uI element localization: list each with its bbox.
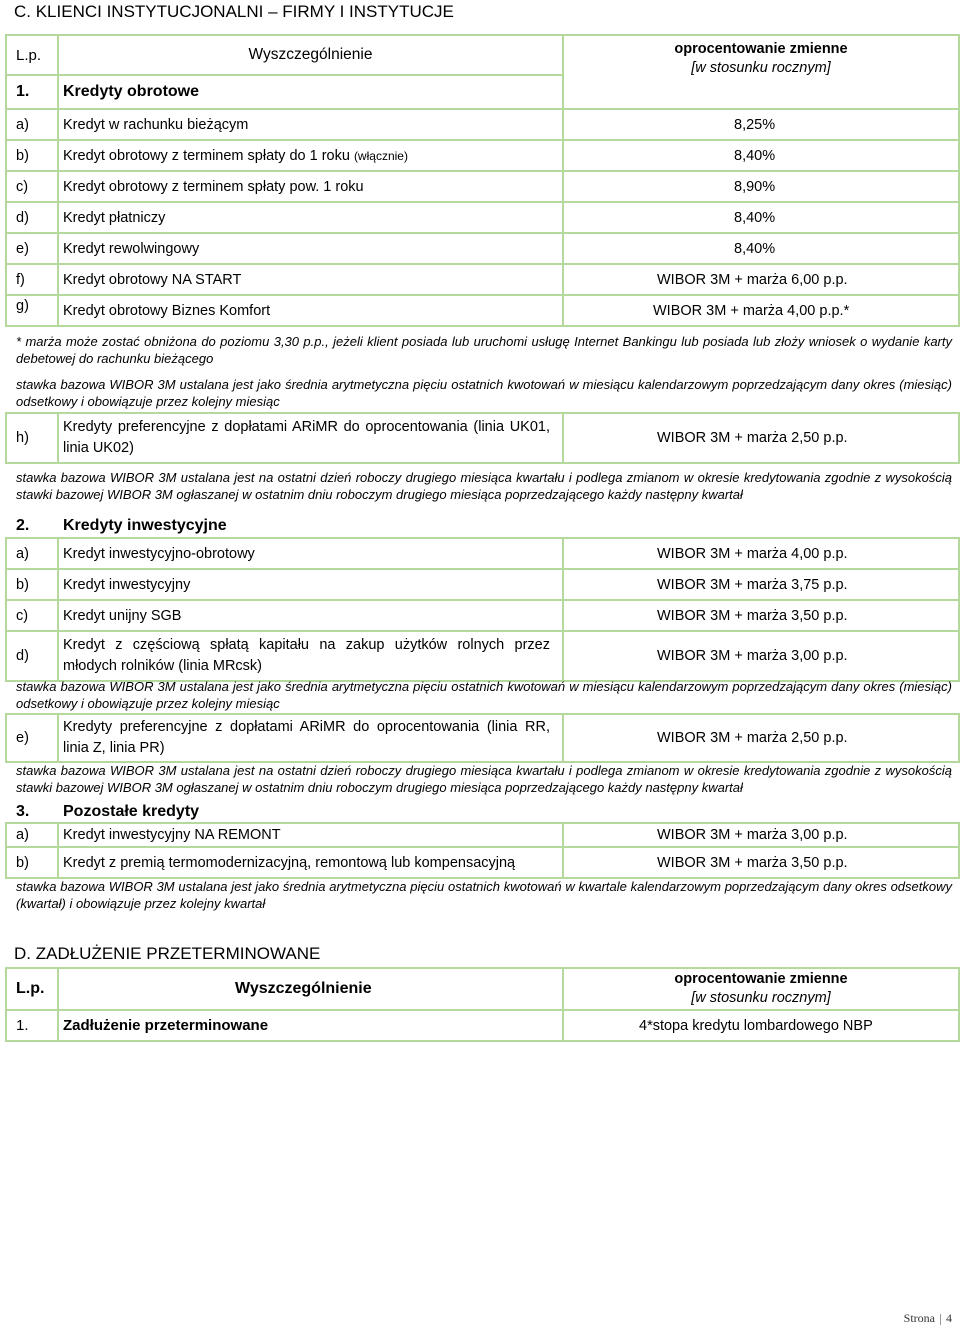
row-rate: 8,25% [563, 109, 959, 140]
row-rate: 8,40% [563, 202, 959, 233]
row-lp: 1. [6, 1010, 58, 1041]
note-wibor-monthly-2: stawka bazowa WIBOR 3M ustalana jest jako średnia arytmetyczna pięciu ostatnich kwotowań w miesiącu kalendarzowym poprzedzającym dany okres (miesiąc) odsetkowy i obowiązuje przez kolejny miesiąc [16, 679, 952, 711]
row-lp: b) [6, 569, 58, 600]
row-lp: g) [6, 295, 58, 326]
header-lp: L.p. [6, 968, 58, 1010]
row-description: Kredyty preferencyjne z dopłatami ARiMR do oprocentowania (linia UK01, linia UK02) [58, 413, 563, 463]
row-rate: 4*stopa kredytu lombardowego NBP [563, 1010, 959, 1041]
note-margin: * marża może zostać obniżona do poziomu 3,30 p.p., jeżeli klient posiada lub uruchomi usługę Internet Bankingu lub posiada lub złoży wniosek o wydanie karty debetowej do rachunku bieżącego [16, 334, 952, 366]
row-rate: WIBOR 3M + marża 2,50 p.p. [563, 714, 959, 762]
header-rate-line2: [w stosunku rocznym] [691, 990, 831, 1006]
row-rate: 8,40% [563, 233, 959, 264]
group-title: Kredyty obrotowe [58, 75, 563, 109]
header-rate-line1: oprocentowanie zmienne [674, 41, 848, 57]
table-row [6, 233, 959, 264]
group-row-3 [6, 800, 959, 823]
row-description: Kredyt w rachunku bieżącym [58, 109, 563, 140]
section-c-title: C. KLIENCI INSTYTUCJONALNI – FIRMY I INSTYTUCJE [14, 2, 454, 21]
header-rate [563, 968, 959, 1010]
row-lp: c) [6, 171, 58, 202]
row-description: Kredyt obrotowy z terminem spłaty do 1 roku [63, 147, 350, 164]
row-rate: WIBOR 3M + marża 3,75 p.p. [563, 569, 959, 600]
note-wibor-quarterly-2: stawka bazowa WIBOR 3M ustalana jest na ostatni dzień roboczy drugiego miesiąca kwartału i podlega zmianom w okresie kredytowania zgodnie z wysokością stawki bazowej WIBOR 3M ogłaszanej w ostatnim dniu roboczym drugiego miesiąca poprzedzającego każdy następny kwartał [16, 763, 952, 795]
row-description: Kredyt inwestycyjny NA REMONT [58, 823, 563, 847]
row-rate: WIBOR 3M + marża 2,50 p.p. [563, 413, 959, 463]
row-description-cell [58, 140, 563, 171]
group-title: Pozostałe kredyty [58, 800, 563, 823]
row-rate: 8,40% [563, 140, 959, 171]
table-header-row [6, 968, 959, 1010]
row-rate: WIBOR 3M + marża 3,50 p.p. [563, 847, 959, 878]
group-empty-cell [563, 513, 959, 538]
row-lp: e) [6, 714, 58, 762]
section-c-row-2e [5, 713, 960, 763]
row-lp: c) [6, 600, 58, 631]
table-row [6, 109, 959, 140]
table-row [6, 202, 959, 233]
row-rate: WIBOR 3M + marża 3,00 p.p. [563, 823, 959, 847]
table-row [6, 413, 959, 463]
section-c-table-1 [5, 34, 960, 327]
row-lp: a) [6, 538, 58, 569]
row-description: Kredyt inwestycyjny [58, 569, 563, 600]
row-description: Kredyt inwestycyjno-obrotowy [58, 538, 563, 569]
row-rate: WIBOR 3M + marża 3,50 p.p. [563, 600, 959, 631]
row-rate: WIBOR 3M + marża 4,00 p.p.* [563, 295, 959, 326]
note-wibor-monthly: stawka bazowa WIBOR 3M ustalana jest jako średnia arytmetyczna pięciu ostatnich kwotowań w miesiącu kalendarzowym poprzedzającym dany okres (miesiąc) odsetkowy i obowiązuje przez kolejny miesiąc [16, 377, 952, 409]
row-rate: WIBOR 3M + marża 3,00 p.p. [563, 631, 959, 681]
group-title: Kredyty inwestycyjne [58, 513, 563, 538]
row-rate: 8,90% [563, 171, 959, 202]
row-description: Kredyt obrotowy Biznes Komfort [58, 295, 563, 326]
row-description: Kredyt unijny SGB [58, 600, 563, 631]
table-row [6, 600, 959, 631]
section-d-table [5, 967, 960, 1042]
row-description-note: (włącznie) [353, 148, 408, 163]
row-lp: b) [6, 847, 58, 878]
row-description: Kredyt rewolwingowy [58, 233, 563, 264]
row-description: Zadłużenie przeterminowane [58, 1010, 563, 1041]
header-rate-line2: [w stosunku rocznym] [691, 60, 831, 76]
footer-label: Strona [903, 1311, 935, 1325]
row-lp: f) [6, 264, 58, 295]
header-description: Wyszczególnienie [58, 35, 563, 75]
header-rate-line1: oprocentowanie zmienne [674, 971, 848, 987]
section-c-table-3 [5, 799, 960, 879]
table-row [6, 631, 959, 681]
group-number: 2. [6, 513, 58, 538]
row-lp: a) [6, 823, 58, 847]
row-description: Kredyt płatniczy [58, 202, 563, 233]
row-lp: e) [6, 233, 58, 264]
group-row-2 [6, 513, 959, 538]
table-row [6, 823, 959, 847]
row-description: Kredyt obrotowy z terminem spłaty pow. 1 roku [58, 171, 563, 202]
header-description: Wyszczególnienie [58, 968, 563, 1010]
page-number: 4 [946, 1311, 952, 1325]
table-row [6, 847, 959, 878]
row-rate: WIBOR 3M + marża 4,00 p.p. [563, 538, 959, 569]
row-description: Kredyt z częściową spłatą kapitału na zakup użytków rolnych przez młodych rolników (linia MRcsk) [58, 631, 563, 681]
row-lp: d) [6, 202, 58, 233]
row-description: Kredyty preferencyjne z dopłatami ARiMR do oprocentowania (linia RR, linia Z, linia PR) [58, 714, 563, 762]
section-c-table-2 [5, 512, 960, 682]
section-c-row-h [5, 412, 960, 464]
header-rate [563, 35, 959, 109]
row-rate: WIBOR 3M + marża 6,00 p.p. [563, 264, 959, 295]
row-lp: a) [6, 109, 58, 140]
table-row [6, 295, 959, 326]
table-header-row [6, 35, 959, 75]
row-lp: h) [6, 413, 58, 463]
table-row [6, 140, 959, 171]
table-row [6, 264, 959, 295]
header-lp: L.p. [6, 35, 58, 75]
group-number: 3. [6, 800, 58, 823]
page-footer [904, 1311, 952, 1326]
table-row [6, 714, 959, 762]
footer-separator [940, 1314, 941, 1325]
table-row [6, 171, 959, 202]
group-empty-cell [563, 800, 959, 823]
row-lp: d) [6, 631, 58, 681]
note-wibor-quarterly-avg: stawka bazowa WIBOR 3M ustalana jest jako średnia arytmetyczna pięciu ostatnich kwotowań w kwartale kalendarzowym poprzedzającym dany okres odsetkowy (kwartał) i obowiązuje przez kolejny kwartał [16, 879, 952, 911]
row-description: Kredyt z premią termomodernizacyjną, remontową lub kompensacyjną [58, 847, 563, 878]
section-d-title: D. ZADŁUŻENIE PRZETERMINOWANE [14, 944, 321, 963]
table-row [6, 1010, 959, 1041]
row-description: Kredyt obrotowy NA START [58, 264, 563, 295]
group-number: 1. [6, 75, 58, 109]
table-row [6, 569, 959, 600]
note-wibor-quarterly: stawka bazowa WIBOR 3M ustalana jest na ostatni dzień roboczy drugiego miesiąca kwartału i podlega zmianom w okresie kredytowania zgodnie z wysokością stawki bazowej WIBOR 3M ogłaszanej w ostatnim dniu roboczym drugiego miesiąca poprzedzającego każdy następny kwartał [16, 470, 952, 502]
row-lp: b) [6, 140, 58, 171]
table-row [6, 538, 959, 569]
